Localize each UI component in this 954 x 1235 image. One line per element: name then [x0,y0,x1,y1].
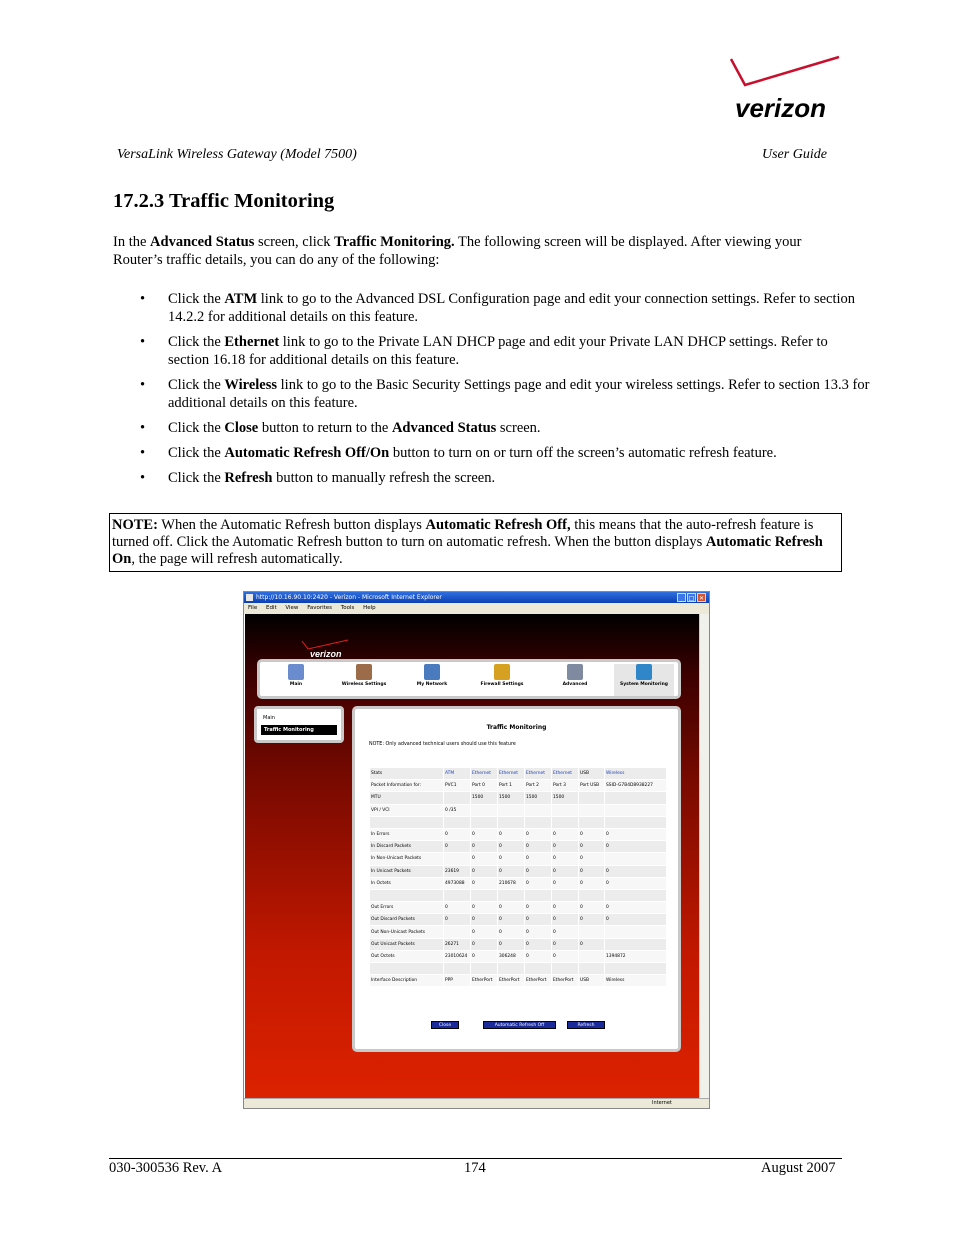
table-cell: 0 [498,841,525,853]
table-cell: 1500 [471,792,498,804]
list-item: • Click the Refresh button to manually refresh the screen. [140,469,870,487]
verizon-logo-small [300,639,360,659]
list-item: • Click the Close button to return to the Advanced Status screen. [140,419,870,437]
wireless-icon [356,664,372,680]
table-row [370,853,667,865]
close-button[interactable]: Close [431,1021,459,1029]
table-cell: VPI / VCI [370,804,444,816]
stats-table [369,767,667,987]
table-cell[interactable]: Ethernet [552,768,579,780]
table-cell [605,963,667,975]
table-cell: 0 [498,902,525,914]
menu-tools[interactable]: Tools [340,605,355,611]
table-cell: 0 [471,877,498,889]
table-cell: Out Errors [370,902,444,914]
table-cell: 0 [498,926,525,938]
table-cell [444,792,471,804]
table-cell: 0 [444,902,471,914]
table-cell: EtherPort [525,975,552,987]
table-cell [552,816,579,828]
note-box: NOTE: When the Automatic Refresh button displays Automatic Refresh Off, this means that the auto-refresh feature is turned off. Click the Automatic Refresh button to turn on automatic refresh. When the button displays Automatic Refresh On, the page will refresh automatically. [109,513,842,572]
table-cell [498,804,525,816]
table-row [370,792,667,804]
minimize-icon[interactable]: _ [677,593,686,602]
table-cell: In Discard Packets [370,841,444,853]
table-cell [579,792,605,804]
bullet-list [140,290,870,494]
table-row [370,938,667,950]
list-item: • Click the ATM link to go to the Advanced DSL Configuration page and edit your connection settings. Refer to section 14.2.2 for additional details on this feature. [140,290,870,326]
nav-firewall-settings[interactable]: Firewall Settings [472,664,532,696]
table-row [370,841,667,853]
table-cell [579,816,605,828]
table-cell: 1500 [525,792,552,804]
ie-icon [246,594,253,601]
browser-menubar [244,603,709,614]
table-row [370,950,667,962]
table-cell: Wireless [605,975,667,987]
table-cell: 0 [525,877,552,889]
table-cell: 0 [525,841,552,853]
document-title: VersaLink Wireless Gateway (Model 7500) [117,147,357,162]
table-cell [579,926,605,938]
table-cell: 0 [605,841,667,853]
table-cell: 0 [471,853,498,865]
table-cell: In Unicast Packets [370,865,444,877]
table-cell: 306248 [498,950,525,962]
table-cell: Port 0 [471,780,498,792]
table-cell: 4973088 [444,877,471,889]
list-item: • Click the Ethernet link to go to the Private LAN DHCP page and edit your Private LAN DHCP settings. Refer to section 16.18 for additional details on this feature. [140,333,870,369]
table-cell [605,804,667,816]
menu-help[interactable]: Help [363,605,376,611]
table-cell: 0 [471,914,498,926]
table-cell: EtherPort [552,975,579,987]
table-cell: 0 [552,938,579,950]
table-cell: Port 2 [525,780,552,792]
panel-title: Traffic Monitoring [486,724,547,731]
browser-statusbar [244,1098,709,1108]
table-cell [444,816,471,828]
table-cell: 0 [471,926,498,938]
svg-text:verizon: verizon [310,649,342,659]
table-cell: 0 [498,914,525,926]
table-cell [370,889,444,901]
table-cell[interactable]: Ethernet [471,768,498,780]
verizon-logo [727,55,842,125]
nav-wireless-settings[interactable]: Wireless Settings [334,664,394,696]
table-cell: In Errors [370,828,444,840]
table-cell: 0 [579,877,605,889]
table-cell: 0 [525,926,552,938]
table-cell: 0 [471,902,498,914]
table-cell[interactable]: Ethernet [498,768,525,780]
table-cell: Out Non-Unicast Packets [370,926,444,938]
side-item-main[interactable]: Main [263,715,275,721]
table-cell [552,963,579,975]
advanced-icon [567,664,583,680]
table-row [370,768,667,780]
table-cell: 0 [579,902,605,914]
doc-date: August 2007 [761,1160,836,1176]
table-row [370,865,667,877]
table-cell [552,889,579,901]
table-cell [498,889,525,901]
table-cell [605,853,667,865]
table-row [370,877,667,889]
table-cell [370,816,444,828]
table-cell: 0 [444,914,471,926]
auto-refresh-button[interactable]: Automatic Refresh Off [483,1021,556,1029]
table-cell: Port USB [579,780,605,792]
table-cell: 0 [552,914,579,926]
table-cell [471,816,498,828]
table-cell [471,804,498,816]
intro-paragraph: In the Advanced Status screen, click Traffic Monitoring. The following screen will be displayed. After viewing your Router’s traffic details, you can do any of the following: [113,234,802,268]
table-cell [525,889,552,901]
network-icon [424,664,440,680]
table-cell: 0 /35 [444,804,471,816]
table-cell: Stats [370,768,444,780]
page-content [245,614,708,1100]
table-cell: 1394872 [605,950,667,962]
table-cell: 0 [605,914,667,926]
browser-title: http://10.16.90.10:2420 - Verizon - Microsoft Internet Explorer [256,594,442,601]
table-cell: 0 [525,828,552,840]
table-cell: 0 [444,828,471,840]
table-cell: 0 [444,841,471,853]
table-cell: In Octets [370,877,444,889]
table-cell: 210678 [498,877,525,889]
table-cell: 0 [552,877,579,889]
table-cell: USB [579,975,605,987]
table-row [370,816,667,828]
table-cell [444,889,471,901]
table-cell: 0 [605,828,667,840]
table-cell: Out Octets [370,950,444,962]
table-cell: EtherPort [471,975,498,987]
table-row [370,963,667,975]
table-cell: 0 [605,877,667,889]
main-icon [288,664,304,680]
refresh-button[interactable]: Refresh [567,1021,605,1029]
table-cell: 0 [498,828,525,840]
table-cell: 0 [471,938,498,950]
table-row [370,902,667,914]
table-cell [525,963,552,975]
table-cell [552,804,579,816]
table-row [370,780,667,792]
svg-text:verizon: verizon [735,93,827,123]
firewall-icon [494,664,510,680]
table-cell [579,950,605,962]
table-cell: 0 [552,841,579,853]
table-cell [370,963,444,975]
table-cell: Interface Description [370,975,444,987]
table-cell: 0 [471,841,498,853]
table-cell: 0 [552,828,579,840]
table-cell: 1500 [498,792,525,804]
table-cell [605,889,667,901]
table-cell: 0 [498,853,525,865]
table-row [370,889,667,901]
monitor-icon [636,664,652,680]
table-cell: 0 [579,853,605,865]
table-cell: 1500 [552,792,579,804]
table-row [370,975,667,987]
main-nav [257,659,681,699]
table-cell: 0 [605,902,667,914]
doc-number: 030-300536 Rev. A [109,1160,223,1176]
panel-note: NOTE: Only advanced technical users should use this feature [369,742,516,747]
table-cell [525,816,552,828]
table-cell [444,963,471,975]
table-cell: PVC1 [444,780,471,792]
menu-edit[interactable]: Edit [265,605,277,611]
table-cell [471,889,498,901]
nav-advanced[interactable]: Advanced [545,664,605,696]
table-cell: 23010624 [444,950,471,962]
traffic-panel [352,706,681,1052]
section-heading: 17.2.3 Traffic Monitoring [113,190,335,212]
page-number: 174 [464,1160,486,1176]
table-cell: 0 [579,828,605,840]
table-cell: 0 [471,865,498,877]
list-item: • Click the Automatic Refresh Off/On button to turn on or turn off the screen’s automatic refresh feature. [140,444,870,462]
table-cell: SSID-G7B4D8938227 [605,780,667,792]
table-cell [498,963,525,975]
maximize-icon[interactable]: □ [688,595,695,602]
nav-my-network[interactable]: My Network [402,664,462,696]
table-cell[interactable]: Wireless [605,768,667,780]
table-cell: 0 [552,950,579,962]
list-item: • Click the Wireless link to go to the Basic Security Settings page and edit your wireless settings. Refer to section 13.3 for additional details on this feature. [140,376,870,412]
table-cell [444,926,471,938]
browser-titlebar [244,592,709,603]
table-cell: 0 [525,950,552,962]
table-cell [471,963,498,975]
table-row [370,914,667,926]
table-cell: 0 [552,865,579,877]
nav-system-monitoring[interactable]: System Monitoring [614,664,674,696]
footer-rule [109,1158,842,1159]
table-cell: 0 [579,865,605,877]
side-menu [254,706,344,743]
table-cell [605,938,667,950]
table-cell [579,963,605,975]
table-cell: 0 [525,865,552,877]
table-cell [525,804,552,816]
internet-zone: Internet [652,1100,672,1106]
table-cell: 0 [552,902,579,914]
table-cell [605,926,667,938]
close-icon[interactable]: ✕ [698,595,705,602]
side-item-traffic-monitoring[interactable]: Traffic Monitoring [261,725,337,735]
table-cell: 0 [498,865,525,877]
table-cell [605,792,667,804]
table-cell: Out Unicast Packets [370,938,444,950]
table-cell [444,853,471,865]
table-cell: 0 [605,865,667,877]
table-cell[interactable]: Ethernet [525,768,552,780]
table-row [370,804,667,816]
menu-view[interactable]: View [285,605,299,611]
table-cell: 0 [579,914,605,926]
menu-file[interactable]: File [248,605,258,611]
table-cell: 0 [552,926,579,938]
table-cell: Packet Information for: [370,780,444,792]
table-row [370,828,667,840]
table-cell: 23619 [444,865,471,877]
table-cell: 0 [579,938,605,950]
table-cell [579,889,605,901]
table-cell: In Non-Unicast Packets [370,853,444,865]
table-cell: Port 3 [552,780,579,792]
table-cell: Port 1 [498,780,525,792]
document-type: User Guide [762,147,827,162]
table-cell: PPP [444,975,471,987]
table-cell: EtherPort [498,975,525,987]
table-cell: 0 [552,853,579,865]
table-cell [498,816,525,828]
table-cell: MTU [370,792,444,804]
table-cell: 0 [579,841,605,853]
table-cell [579,804,605,816]
table-cell: 0 [525,914,552,926]
browser-screenshot [243,591,710,1109]
menu-favorites[interactable]: Favorites [307,605,333,611]
table-row [370,926,667,938]
table-cell: 0 [498,938,525,950]
table-cell[interactable]: ATM [444,768,471,780]
table-cell: 0 [471,950,498,962]
table-cell: 26271 [444,938,471,950]
nav-main[interactable]: Main [266,664,326,696]
table-cell: Out Discard Packets [370,914,444,926]
table-cell: 0 [525,853,552,865]
table-cell: 0 [525,938,552,950]
table-cell [605,816,667,828]
table-cell: 0 [471,828,498,840]
table-cell: 0 [525,902,552,914]
scrollbar[interactable] [699,614,709,1100]
table-cell: USB [579,768,605,780]
